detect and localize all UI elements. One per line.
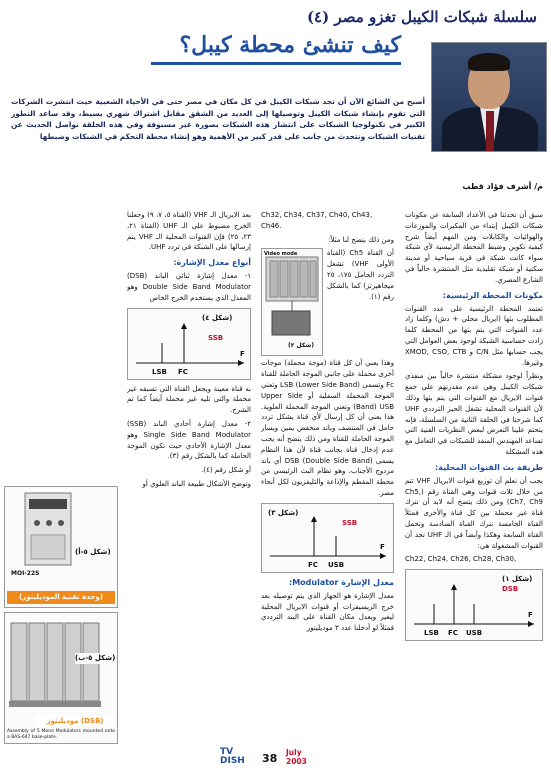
caption-bar: موديليتور (DSB): [35, 715, 115, 727]
figure-caption: Assembly of 5 Mono Modulators mounted onto a BAS-647 base-plate.: [7, 729, 115, 740]
axis-label: F: [528, 611, 533, 620]
signal-label: SSB: [208, 333, 224, 342]
column-2: [261, 210, 394, 758]
caption-bar: (وحدة تقنية الموديليتور): [7, 591, 115, 604]
figure-4: [127, 308, 251, 380]
modulator-rack-image: [5, 613, 117, 715]
article-title: كيف تنشئ محطة كيبل؟: [179, 32, 401, 58]
figure-caption: Video mode: [264, 251, 298, 258]
paragraph: وهذا يعني أن كل قناة (موجة محملة) موجات أخرى محملة على جانبي الموجة الحاملة للقناة Fc وتسمى (Lower Side Band) LSB وتعني الموجة المحملة السفلية أو Upper Side Band) USB) وتعني الموجة المحملة العلوية. هذا يعني أن كل إرسال لأي قناة يشكل تردد حامل في المنتصف وباند منخفض يمين ويسار الموجة الحاملة للقناة ومن ذلك يتضح أنه يجب عدم إدخال قناة بجانب قناة لأن هذا النظام يسمى (Double Side Band) DSB أي باند مزدوج الأجناب، وهو نظام البث الرئيسي من محطة المقطم والإذاعة والتليفزيون لكل أنحاء مصر.: [261, 359, 394, 497]
figure-2: [261, 248, 323, 356]
paragraph: ٢- معدل إشارة أحادي الباند (SSB) Single Side Band Modulator وهو معدل الإشارة الأحادي حيث تكون الموجة الحاملة كما بالشكل رقم (٣).: [127, 419, 251, 461]
figure-label: (شكل ١): [502, 575, 533, 584]
tick-label: LSB: [152, 367, 167, 376]
figure-label: (شكل ٢): [288, 342, 315, 350]
author-photo: [431, 42, 547, 152]
amplifier-device-image: [262, 249, 322, 355]
paragraph: ١- معدل إشارة ثنائي الباند (DSB) Double Side Band Modulator وهو المعدل الذي يستخدم الخرج الخاص: [127, 272, 251, 302]
paragraph: أو شكل رقم (٤).: [201, 466, 251, 475]
paragraph: سبق أن تحدثنا في الأعداد السابقة عن مكونات شبكات الكيبل إبتداء من المكبرات والموزعات والهوائيات والكابلات ومن المهم أيضاً شرح كيفية تكوين وضبط المحطة الرئيسية لأي شبكة سواء كانت شبكة في قرية سياحية أو مدينة سكنية أو شبكة تقليدية مثل المنتشرة حالياً في الشارع المصري.: [405, 211, 543, 284]
column-3: [127, 210, 251, 758]
figure-label: (شكل ٤): [202, 313, 233, 322]
channel-list: Ch32, Ch34, Ch37, Ch40, Ch43, Ch46.: [261, 211, 373, 230]
section-heading: مكونات المحطة الرئيسية:: [442, 290, 543, 300]
paragraph: معدل الإشارة هو الجهاز الذي يتم توصيله بعد خرج الريسيفرات أو قنوات الايريال المحلية ليغير ويعدل مكان القناة على البند الترددي فمثلاً لو أدخلنا عدد ٣ موديليتور: [261, 591, 394, 633]
section-heading: أنواع معدل الإشارة:: [173, 258, 251, 268]
title-underline: [151, 62, 401, 65]
figure-3: [261, 503, 394, 573]
issue-date: July 2003: [286, 748, 307, 766]
section-heading: طريقة بث القنوات المحلية:: [435, 462, 543, 472]
paragraph: به قناة معينة ويجعل القناة التي تسبقه غير محملة والتي تليه غير محملة أيضاً كما تم الشرح.: [127, 384, 251, 415]
paragraph: بعد الايريال الـ VHF (القناة ٥، ٧، ٩) وجعلنا الخرج مضبوط على الـ UHF (القناة ٢١، ٢٣، ٢٥) فإن القنوات المحلية الـ VHF يتم إرسالها على الشبكة في تردد UHF.: [127, 211, 251, 252]
paragraph: أن القناة Ch5 (القناة الأولى VHF) تشغل التردد الحامل ١٧٥، ٢٥ ميجاهيرتز) كما بالشكل رقم (١).: [327, 249, 394, 301]
axis-label: F: [240, 349, 245, 358]
figure-label: (شكل ٥-ب): [75, 654, 116, 662]
tick-label: USB: [328, 560, 345, 569]
magazine-logo: TV DISH: [220, 747, 245, 766]
axis-label: F: [380, 542, 385, 551]
signal-label: SSB: [342, 518, 358, 527]
tick-label: LSB: [424, 629, 439, 638]
figure-label: (شكل ٥-أ): [75, 548, 111, 556]
column-1: [405, 210, 543, 740]
figure-1: [405, 569, 543, 641]
channel-list: Ch22, Ch24, Ch26, Ch28, Ch30,: [405, 555, 517, 564]
author-name: م/ أشرف فؤاد قطب: [462, 182, 543, 191]
page-number: 38: [262, 752, 278, 765]
signal-label: DSB: [502, 585, 519, 594]
paragraph: ومن ذلك يتضح لنا مثلاً:: [328, 235, 394, 244]
tick-label: USB: [466, 629, 483, 638]
paragraph: يجب أن نعلم أن توزيع قنوات الايريال VHF تتم من خلال ثلاث قنوات وهي القناة رقم (Ch5, Ch7, Ch9) ومن ذلك يتضح أنه لابد أن نترك قناة غير محملة بين كل قناة والأخرى فمثلاً القناة الخامسة نترك القناة السادسة ونحمل القناة السابعة وهكذا وأيضاً في الـ UHF نجد أن القنوات المشغولة هي:: [405, 476, 543, 550]
intro-paragraph: أصبح من الشائع الآن أن تجد شبكات الكيبل في كل مكان في مصر حتى في الأحياء الشعبية حيث انتشرت الشركات التي تقوم بإنشاء شبكات الكيبل وتوصيلها إلى العديد من الشقق مقابل اشتراك شهري بسيط، وقد ساعد التطور الكبير في تكنولوجيا الشبكات على انتشار هذه الشبكات بصورة غير مسبوقة وفي هذه الحلقة نواصل الحديث عن تقنيات الشبكات ونتحدث من جانب على قدر كبير من الأهمية وهو إنشاء محطة التحكم في الشبكات وضبطها: [11, 97, 425, 141]
series-title: سلسلة شبكات الكيبل تغزو مصر (٤): [306, 8, 537, 26]
paragraph: تعتمد المحطة الرئيسية على عدد القنوات المطلوب بثها (ايريال محلي + دش) وكلما زاد عدد القنوات التي يتم بثها من المحطة كلما زادت حساسية الشبكة لوجود بعض العوامل التي يجب حسابها مثل C/N و XMOD, CSO, CTB وغيرها.: [405, 304, 543, 367]
tick-label: FC: [308, 560, 318, 569]
figure-label: (شكل ٣): [268, 508, 299, 517]
paragraph: ونظراً لوجود مشكلة منتشرة حالياً بين منفذي شبكات الكيبل وهي عدم مقدرتهم على جمع قنوات الايريال مع القنوات التي يتم بثها وذلك لأن القنوات المحلية تشغل الحيز الترددي UHF كما شرحنا في الحلقة الثانية من السلسلة، فإنه يتحتم علينا التعرض لبعض النظريات الفنية التي تساعد المهندس المنفذ للشبكات في التعامل مع هذه المشكلة: [405, 372, 543, 456]
figure-5a: [4, 486, 118, 608]
paragraph: وتوضح الأشكال طبيعة الباند العلوي أو: [142, 479, 251, 488]
model-label: MOI-22S: [11, 570, 40, 577]
figure-5b: [4, 612, 118, 744]
section-heading: معدل الإشارة Modulator:: [289, 577, 394, 587]
column-4: [4, 482, 118, 744]
tick-label: FC: [448, 629, 458, 638]
tick-label: FC: [178, 367, 188, 376]
